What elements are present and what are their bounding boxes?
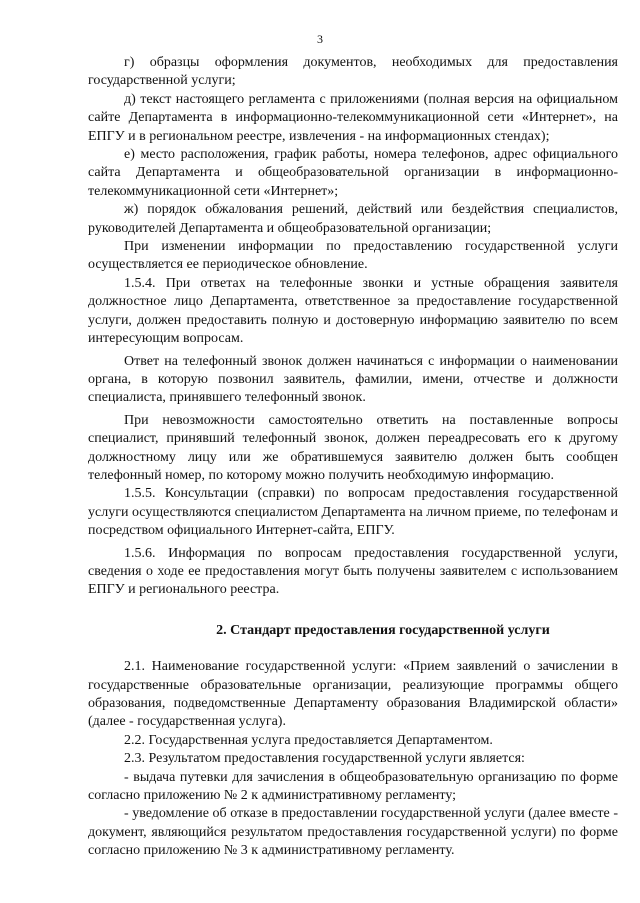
paragraph-1-5-6: 1.5.6. Информация по вопросам предоставления государственной услуги, сведения о ходе ее предоставления могут быть получены заявителем с использованием ЕПГУ и регионального реестра.: [88, 545, 618, 598]
paragraph-result-1: - выдача путевки для зачисления в общеобразовательную организацию по форме согласно приложению № 2 к административному регламенту;: [88, 769, 618, 804]
paragraph-item-d: д) текст настоящего регламента с приложениями (полная версия на официальном сайте Департамента в информационно-телекоммуникационной сети «Интернет», на ЕПГУ и в региональном реестре, извлечения - на информационных стендах);: [88, 91, 618, 144]
paragraph-2-3: 2.3. Результатом предоставления государственной услуги является:: [124, 751, 525, 767]
section-heading: 2. Стандарт предоставления государственной услуги: [216, 622, 550, 638]
paragraph-item-e: е) место расположения, график работы, номера телефонов, адрес официального сайта Департамента и общеобразовательной организации в информационно-телекоммуникационной сети «Интернет»;: [88, 147, 618, 199]
paragraph-item-g: г) образцы оформления документов, необходимых для предоставления государственной услуги;: [88, 55, 618, 89]
paragraph-2-2: 2.2. Государственная услуга предоставляется Департаментом.: [124, 732, 493, 748]
paragraph-result-2: - уведомление об отказе в предоставлении государственной услуги (далее вместе - документ, являющийся результатом предоставления государственной услуги) по форме согласно приложению № 3 к административному регламенту.: [88, 806, 618, 859]
paragraph-1-5-4: 1.5.4. При ответах на телефонные звонки и устные обращения заявителя должностное лицо Департамента, ответственное за предоставление государственной услуги, должен предоставить полную и достоверную информацию заявителю по всем интересующим вопросам.: [88, 275, 618, 347]
page-number: 3: [317, 32, 323, 46]
paragraph-1-5-5: 1.5.5. Консультации (справки) по вопросам предоставления государственной услуги осуществляются специалистом Департамента на личном приеме, по телефонам и посредством официального Интернет-сайта, ЕПГУ.: [88, 486, 618, 539]
document-body: [88, 54, 618, 861]
paragraph-update: При изменении информации по предоставлению государственной услуги осуществляется ее периодическое обновление.: [88, 239, 618, 273]
paragraph-redirect: При невозможности самостоятельно ответить на поставленные вопросы специалист, принявший телефонный звонок, должен переадресовать его к другому должностному лицу или же обратившемуся заявителю должен быть сообщен телефонный номер, по которому можно получить необходимую информацию.: [88, 412, 618, 483]
paragraph-item-zh: ж) порядок обжалования решений, действий или бездействия специалистов, руководителей Департамента и общеобразовательной организации;: [88, 202, 618, 236]
paragraph-2-1: 2.1. Наименование государственной услуги: «Прием заявлений о зачислении в государственные образовательные организации, реализующие программы общего образования, подведомственные Департаменту образования Владимирской области» (далее - государственная услуга).: [88, 659, 618, 730]
paragraph-phone-answer: Ответ на телефонный звонок должен начинаться с информации о наименовании органа, в которую позвонил заявитель, фамилии, имени, отчестве и должности специалиста, принявшего телефонный звонок.: [88, 353, 618, 406]
